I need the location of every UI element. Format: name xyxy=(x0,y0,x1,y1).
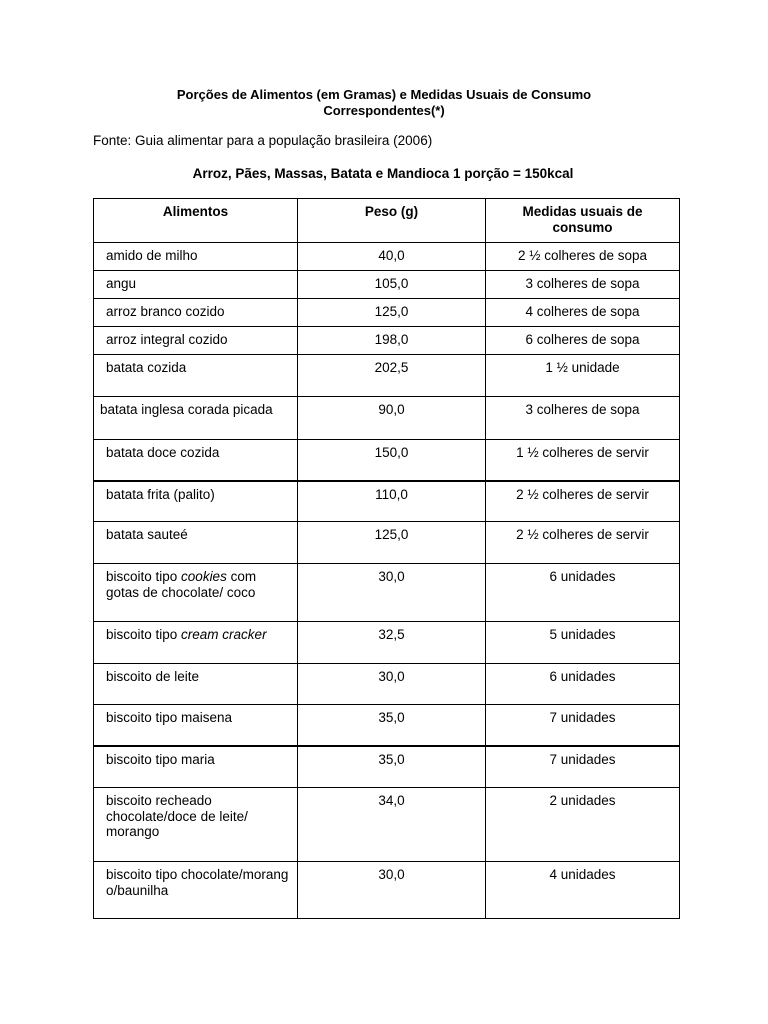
food-text: com gotas de chocolate/ coco xyxy=(106,569,257,600)
header-food: Alimentos xyxy=(94,199,298,243)
table-row xyxy=(94,440,680,481)
measure-cell: 2 ½ colheres de sopa xyxy=(486,243,680,271)
food-cell: biscoito de leite xyxy=(94,664,298,705)
table-row xyxy=(94,397,680,440)
food-cell: batata inglesa corada picada xyxy=(94,397,298,440)
measure-cell: 5 unidades xyxy=(486,622,680,664)
weight-cell: 105,0 xyxy=(298,271,486,299)
table-row xyxy=(94,746,680,788)
weight-cell: 125,0 xyxy=(298,522,486,564)
food-cell: angu xyxy=(94,271,298,299)
food-cell xyxy=(94,622,298,664)
food-cell: biscoito tipo maria xyxy=(94,746,298,788)
table-row xyxy=(94,271,680,299)
table-row xyxy=(94,481,680,522)
table-row xyxy=(94,522,680,564)
document-title xyxy=(90,87,678,119)
weight-cell: 30,0 xyxy=(298,664,486,705)
category-heading: Arroz, Pães, Massas, Batata e Mandioca 1 porção = 150kcal xyxy=(192,166,574,181)
measure-cell: 4 unidades xyxy=(486,862,680,919)
food-cell: biscoito tipo maisena xyxy=(94,705,298,746)
weight-cell: 30,0 xyxy=(298,862,486,919)
weight-cell: 110,0 xyxy=(298,481,486,522)
weight-cell: 198,0 xyxy=(298,327,486,355)
table-row xyxy=(94,862,680,919)
title-line-2: Correspondentes(*) xyxy=(323,103,445,118)
header-weight: Peso (g) xyxy=(298,199,486,243)
table-row xyxy=(94,622,680,664)
food-cell: arroz branco cozido xyxy=(94,299,298,327)
weight-cell: 35,0 xyxy=(298,746,486,788)
measure-cell: 6 unidades xyxy=(486,664,680,705)
title-line-1: Porções de Alimentos (em Gramas) e Medidas Usuais de Consumo xyxy=(176,87,592,102)
measure-cell: 3 colheres de sopa xyxy=(486,397,680,440)
table-row xyxy=(94,705,680,746)
food-portion-table xyxy=(93,198,680,919)
table-row xyxy=(94,355,680,397)
measure-cell: 2 unidades xyxy=(486,788,680,862)
measure-cell: 3 colheres de sopa xyxy=(486,271,680,299)
food-cell: biscoito tipo chocolate/morango/baunilha xyxy=(94,862,298,919)
weight-cell: 30,0 xyxy=(298,564,486,622)
measure-cell: 6 colheres de sopa xyxy=(486,327,680,355)
food-cell: batata frita (palito) xyxy=(94,481,298,522)
food-text: biscoito tipo xyxy=(106,569,182,584)
table-row xyxy=(94,327,680,355)
weight-cell: 125,0 xyxy=(298,299,486,327)
measure-cell: 7 unidades xyxy=(486,746,680,788)
food-cell: batata cozida xyxy=(94,355,298,397)
header-measure: Medidas usuais de consumo xyxy=(486,199,680,243)
table-row xyxy=(94,564,680,622)
weight-cell: 32,5 xyxy=(298,622,486,664)
table-header-row xyxy=(94,199,680,243)
measure-cell: 2 ½ colheres de servir xyxy=(486,522,680,564)
food-cell xyxy=(94,564,298,622)
measure-cell: 6 unidades xyxy=(486,564,680,622)
table-row xyxy=(94,299,680,327)
measure-cell: 1 ½ unidade xyxy=(486,355,680,397)
food-cell: batata sauteé xyxy=(94,522,298,564)
measure-cell: 1 ½ colheres de servir xyxy=(486,440,680,481)
table-row xyxy=(94,788,680,862)
measure-cell: 7 unidades xyxy=(486,705,680,746)
food-text-italic: cookies xyxy=(181,569,227,584)
weight-cell: 90,0 xyxy=(298,397,486,440)
food-cell: batata doce cozida xyxy=(94,440,298,481)
food-cell: amido de milho xyxy=(94,243,298,271)
weight-cell: 34,0 xyxy=(298,788,486,862)
food-text-italic: cream cracker xyxy=(181,627,267,642)
weight-cell: 202,5 xyxy=(298,355,486,397)
source-line: Fonte: Guia alimentar para a população brasileira (2006) xyxy=(93,133,433,148)
table-row xyxy=(94,243,680,271)
weight-cell: 150,0 xyxy=(298,440,486,481)
weight-cell: 40,0 xyxy=(298,243,486,271)
table-row xyxy=(94,664,680,705)
measure-cell: 4 colheres de sopa xyxy=(486,299,680,327)
food-cell: arroz integral cozido xyxy=(94,327,298,355)
weight-cell: 35,0 xyxy=(298,705,486,746)
measure-cell: 2 ½ colheres de servir xyxy=(486,481,680,522)
food-cell: biscoito recheado chocolate/doce de leite/ morango xyxy=(94,788,298,862)
food-text: biscoito tipo xyxy=(106,627,182,642)
